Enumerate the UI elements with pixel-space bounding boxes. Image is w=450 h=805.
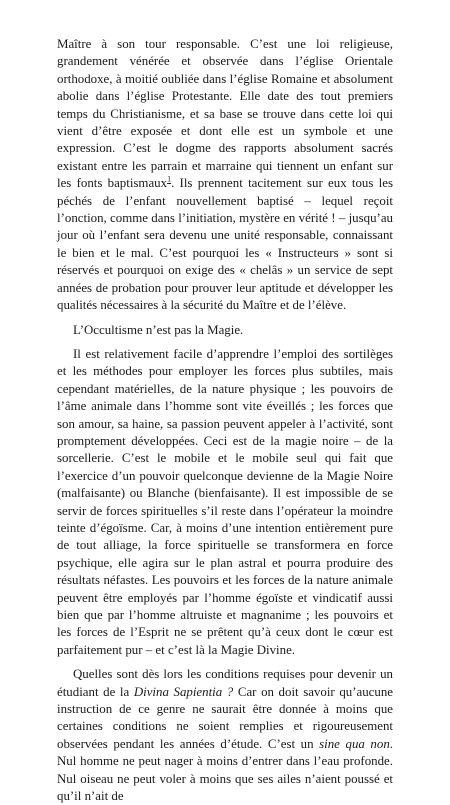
paragraph-4-text-a: Quelles sont dès lors les conditions requises pour devenir un étudiant de la [57, 667, 393, 699]
paragraph-4-text-c: . Nul homme ne peut nager à moins d’entrer dans l’eau profonde. Nul oiseau ne peut voler à moins que ses ailes n’aient poussé et qu’il n’ait de [57, 736, 393, 804]
paragraph-3 [57, 346, 393, 659]
paragraph-1-text: Maître à son tour responsable. C’est une loi religieuse, grandement vénérée et observée dans l’église Orientale orthodoxe, à moitié oubliée dans l’église Romaine et absolument abolie dans l’église Protestante. Elle date des tout premiers temps du Christianisme, et sa base se trouve dans cette loi qui vient d’être exposée et dont elle est un symbole et une expression. C’est le dogme des rapports absolument sacrés existant entre les parrain et marraine qui tiennent un enfant sur les fonts baptismaux [57, 37, 393, 191]
paragraph-1-text-cont: . Ils prennent tacitement sur eux tous les péchés de l’enfant nouvellement baptisé – lequel reçoit l’onction, comme dans l’initiation, mystère en vérité ! – jusqu’au jour où l’enfant sera devenu une unité responsable, connaissant le bien et le mal. C’est pourquoi les « Instructeurs » sont si réservés et pourquoi on exige des « chelâs » un service de sept années de probation pour prouver leur aptitude et développer les qualités nécessaires à la sécurité du Maître et de l’élève. [57, 176, 393, 313]
paragraph-2-text: L’Occultisme n’est pas la Magie. [73, 322, 244, 337]
latin-term-divina-sapientia: Divina Sapientia ? [133, 684, 234, 699]
paragraph-4-text-b: Car on doit savoir qu’aucune instruction de ce genre ne saurait être donnée à moins que certaines conditions ne soient remplies et rigoureusement observées pendant les années d’étude. C’est un [57, 684, 394, 751]
paragraph-3-text: Il est relativement facile d’apprendre l’emploi des sortilèges et les méthodes pour employer les forces plus subtiles, mais cependant matérielles, de la nature physique ; les pouvoirs de l’âme animale dans l’homme sont vite éveillés ; les forces que son amour, sa haine, sa passion peuvent appeler à l’activité, sont promptement développées. Ceci est de la magie noire – de la sorcellerie. C’est le mobile et le mobile seul qui fait que l’exercice d’un pouvoir quelconque devienne de la Magie Noire (malfaisante) ou Blanche (bienfaisante). Il est impossible de se servir de forces spirituelles s’il reste dans l’opérateur la moindre teinte d’égoïsme. Car, à moins d’une intention entièrement pure de tout alliage, la force spirituelle se transformera en force psychique, elle agira sur le plan astral et pourra produire des résultats néfastes. Les pouvoirs et les forces de la nature animale peuvent être employés par l’homme égoïste et vindicatif aussi bien que par l’homme altruiste et magnanime ; les pouvoirs et les forces de l’Esprit ne se prêtent qu’à ceux dont le cœur est parfaitement pur – et c’est là la Magie Divine. [57, 346, 393, 657]
latin-term-sine-qua-non: sine qua non [319, 736, 390, 751]
paragraph-2 [57, 322, 393, 339]
body-text [57, 36, 393, 805]
footnote-ref[interactable]: 1 [167, 174, 172, 184]
paragraph-1 [57, 36, 393, 315]
paragraph-4 [57, 666, 393, 805]
